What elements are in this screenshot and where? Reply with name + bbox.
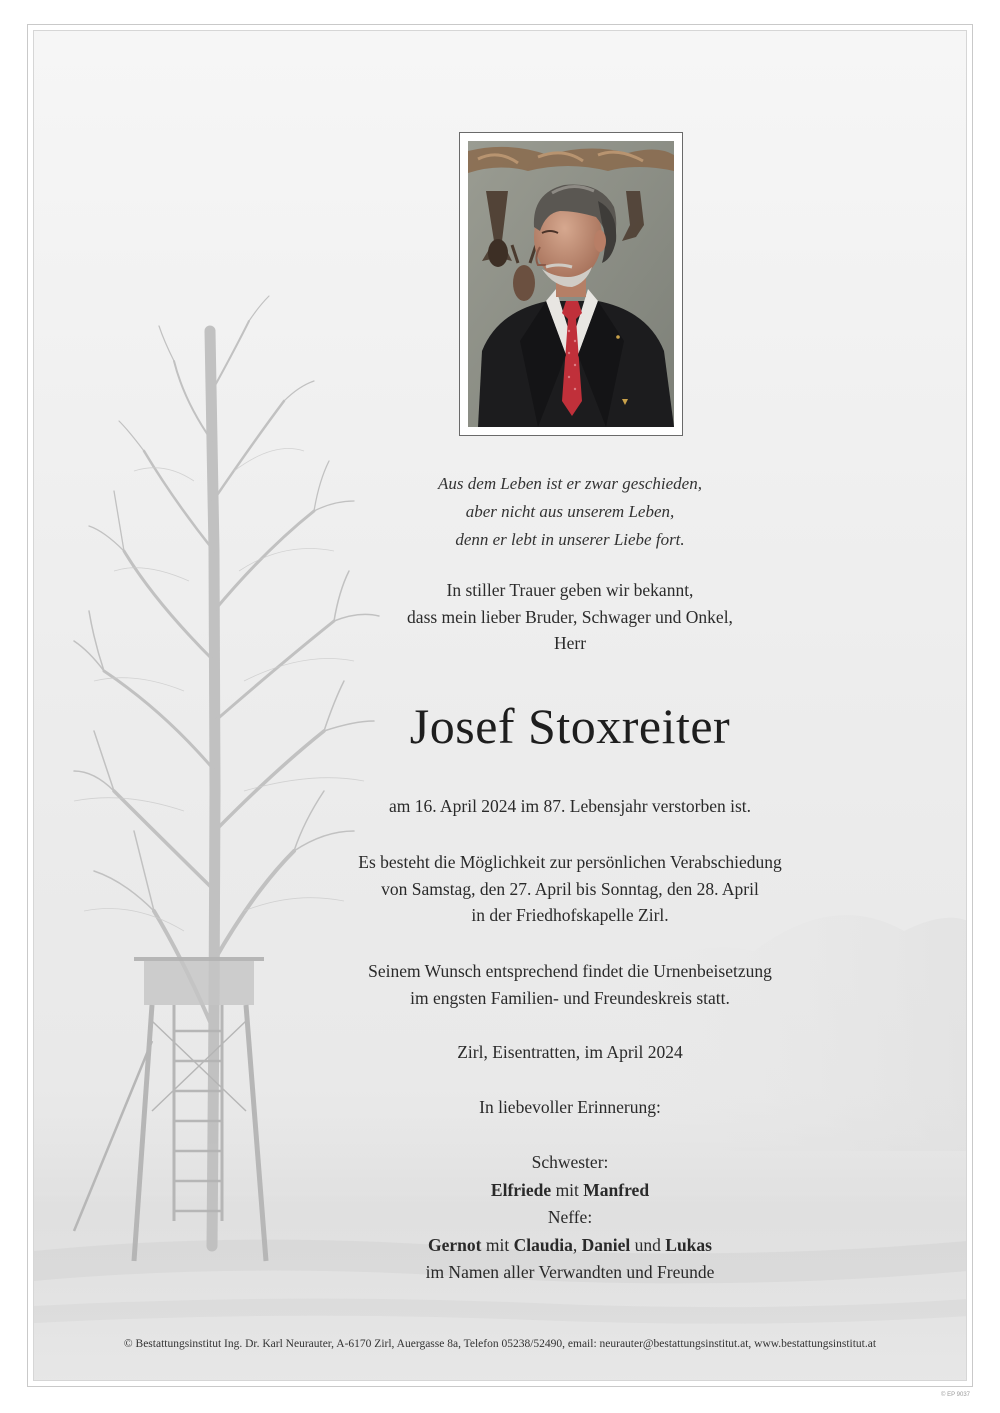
deceased-name: Josef Stoxreiter [409, 698, 731, 754]
sister-name: Elfriede [490, 1179, 552, 1200]
child-name: Daniel [581, 1234, 631, 1255]
viewing-line: von Samstag, den 27. April bis Sonntag, den 28. April [381, 878, 759, 899]
nephew-line [220, 1232, 920, 1260]
child-name: Lukas [665, 1234, 712, 1255]
viewing-line: Es besteht die Möglichkeit zur persönlichen Verabschiedung [358, 852, 782, 872]
quote-line: denn er lebt in unserer Liebe fort. [455, 530, 685, 549]
portrait-photo-icon [468, 141, 674, 427]
announcement-line: dass mein lieber Bruder, Schwager und Onkel, [407, 606, 733, 627]
announcement [220, 577, 920, 657]
family-list [220, 1149, 920, 1287]
announcement-line: Herr [553, 633, 587, 653]
connector-und: und [634, 1234, 661, 1255]
death-date-line: am 16. April 2024 im 87. Lebensjahr verstorben ist. [388, 796, 752, 816]
memorial-quote [220, 470, 920, 554]
viewing-info [220, 849, 920, 929]
announcement-line: In stiller Trauer geben wir bekannt, [446, 580, 694, 600]
comma: , [572, 1234, 578, 1255]
connector-mit: mit [485, 1234, 510, 1255]
connector-mit: mit [555, 1179, 579, 1200]
sister-line [220, 1177, 920, 1205]
family-closing: im Namen aller Verwandten und Freunde [425, 1262, 715, 1282]
quote-line: aber nicht aus unserem Leben, [465, 502, 675, 521]
portrait-frame [459, 132, 683, 436]
nephew-label: Neffe: [547, 1207, 593, 1227]
sister-partner-name: Manfred [583, 1179, 650, 1200]
burial-line: im engsten Familien- und Freundeskreis statt. [410, 987, 730, 1008]
nephew-name: Gernot [428, 1234, 482, 1255]
burial-info [220, 958, 920, 1011]
memory-line: In liebevoller Erinnerung: [479, 1097, 661, 1117]
template-code: © EP 9037 [941, 1392, 970, 1398]
quote-line: Aus dem Leben ist er zwar geschieden, [438, 474, 702, 493]
place-date: Zirl, Eisentratten, im April 2024 [457, 1042, 683, 1062]
funeral-home-footer: © Bestattungsinstitut Ing. Dr. Karl Neurauter, A-6170 Zirl, Auergasse 8a, Telefon 05238/52490, email: neurauter@bestattungsinstitut.at, www.bestattungsinstitut.at [123, 1338, 877, 1350]
sister-label: Schwester: [531, 1152, 609, 1172]
burial-line: Seinem Wunsch entsprechend findet die Urnenbeisetzung [368, 961, 772, 981]
viewing-line: in der Friedhofskapelle Zirl. [471, 905, 669, 925]
nephew-partner-name: Claudia [513, 1234, 573, 1255]
